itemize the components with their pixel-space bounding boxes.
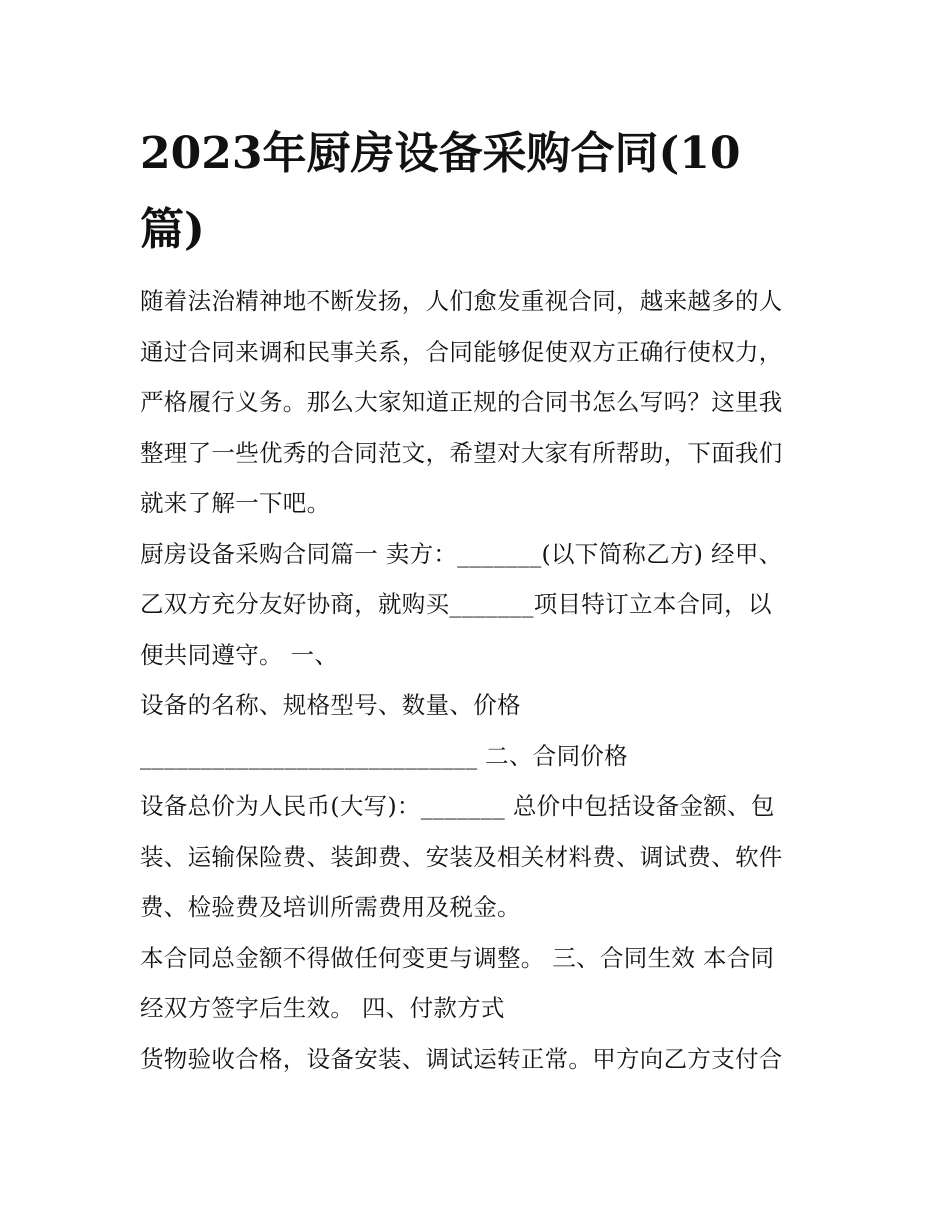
title-line-2: 篇)	[140, 204, 205, 255]
body-line: 经双方签字后生效。 四、付款方式	[140, 994, 505, 1022]
body-line: 乙双方充分友好协商，就购买_______项目特订立本合同，以	[140, 590, 772, 618]
body-line: 费、检验费及培训所需费用及税金。	[140, 893, 521, 921]
body-line: 货物验收合格，设备安装、调试运转正常。甲方向乙方支付合	[140, 1044, 783, 1073]
document-title	[140, 116, 830, 268]
body-line: 厨房设备采购合同篇一 卖方：_______(以下简称乙方) 经甲、	[140, 539, 783, 568]
document-body	[140, 276, 820, 1084]
body-line: ____________________________ 二、合同价格	[140, 741, 628, 770]
body-line: 设备总价为人民币(大写)：_______ 总价中包括设备金额、包	[140, 792, 775, 820]
body-line: 装、运输保险费、装卸费、安装及相关材料费、调试费、软件	[140, 842, 783, 871]
body-line: 便共同遵守。 一、	[140, 640, 339, 669]
body-line: 严格履行义务。那么大家知道正规的合同书怎么写吗？这里我	[140, 388, 783, 416]
body-line: 整理了一些优秀的合同范文，希望对大家有所帮助，下面我们	[140, 438, 783, 467]
body-line: 随着法治精神地不断发扬，人们愈发重视合同，越来越多的人	[140, 287, 783, 315]
body-line: 通过合同来调和民事关系，合同能够促使双方正确行使权力，	[140, 337, 783, 366]
body-line: 本合同总金额不得做任何变更与调整。 三、合同生效 本合同	[140, 943, 775, 972]
body-line: 设备的名称、规格型号、数量、价格	[140, 691, 521, 719]
body-line: 就来了解一下吧。	[140, 489, 331, 517]
title-line-1: 2023年厨房设备采购合同(10	[140, 128, 741, 179]
